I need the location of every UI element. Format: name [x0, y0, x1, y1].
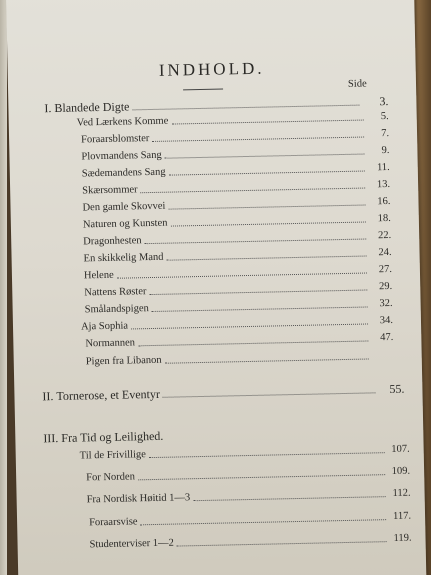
- toc-entry: [84, 264, 392, 281]
- section-title: Fra Tid og Leilighed.: [61, 428, 164, 445]
- dot-leader: [145, 239, 367, 245]
- toc-entry: [87, 488, 411, 506]
- dot-leader: [149, 289, 367, 295]
- entry-page: 11.: [376, 162, 390, 174]
- entry-title: Aja Sophia: [80, 320, 129, 333]
- toc-entry: [83, 230, 391, 247]
- toc-entry: [82, 179, 390, 196]
- entry-page: 5.: [380, 111, 389, 123]
- entry-title: Smålandspigen: [84, 303, 149, 316]
- section-number: I.: [44, 101, 52, 116]
- toc-entry: [89, 533, 411, 551]
- toc-section-2: [42, 382, 404, 405]
- entry-title: Den gamle Skovvei: [82, 200, 166, 214]
- entry-page: 9.: [381, 145, 390, 157]
- dot-leader: [117, 273, 367, 279]
- entry-page: 7.: [381, 128, 390, 140]
- entry-page: 112.: [392, 487, 411, 500]
- entry-title: En skikkelig Mand: [83, 251, 164, 265]
- section-number: III.: [43, 431, 59, 446]
- entry-page: 117.: [392, 510, 412, 523]
- section-number: II.: [42, 389, 54, 404]
- entry-title: Skærsommer: [82, 184, 138, 197]
- toc-entry: [86, 466, 410, 484]
- dot-leader: [167, 256, 367, 261]
- section-page: 3.: [379, 94, 389, 109]
- entry-title: Normannen: [85, 337, 136, 350]
- entry-title: Foraarsblomster: [80, 133, 150, 146]
- entry-title: Foraarsvise: [89, 516, 138, 529]
- entry-page: 109.: [391, 465, 411, 478]
- entry-page: 29.: [379, 280, 393, 293]
- dot-leader: [149, 452, 385, 458]
- entry-page: 18.: [377, 212, 391, 225]
- entry-page: 13.: [376, 178, 391, 191]
- entry-title: For Norden: [86, 471, 136, 484]
- entry-title: Fra Nordisk Høitid 1—3: [86, 492, 191, 506]
- dot-leader: [132, 105, 359, 111]
- toc-entry: [80, 444, 410, 462]
- toc-entry: [81, 145, 389, 162]
- dot-leader: [141, 519, 387, 525]
- entry-title: Naturen og Kunsten: [82, 217, 168, 231]
- dot-leader: [165, 154, 365, 159]
- section-page: 55.: [389, 381, 405, 397]
- dot-leader: [177, 541, 387, 546]
- entry-title: Pigen fra Libanon: [85, 354, 162, 368]
- dot-leader: [138, 474, 385, 480]
- entry-page: 27.: [378, 263, 393, 276]
- dot-leader: [138, 340, 368, 346]
- page-edge: [0, 0, 7, 575]
- entry-title: Dragonhesten: [83, 235, 142, 248]
- entry-title: Til de Frivillige: [79, 449, 146, 462]
- dot-leader: [171, 120, 363, 125]
- toc-section-3: [43, 427, 243, 446]
- toc-entry: [81, 128, 389, 145]
- toc-entry: [83, 213, 391, 230]
- entry-title: Ved Lærkens Komme: [76, 115, 169, 129]
- toc-entry: [85, 332, 393, 349]
- toc-entry: [84, 281, 392, 298]
- entry-page: 107.: [391, 443, 410, 456]
- dot-leader: [163, 392, 376, 397]
- entry-title: Sædemandens Sang: [81, 166, 166, 180]
- book-page: [6, 0, 426, 575]
- entry-page: 24.: [378, 246, 392, 259]
- dot-leader: [171, 222, 366, 227]
- entry-page: 119.: [393, 532, 412, 545]
- toc-entry: [86, 350, 394, 367]
- entry-page: 16.: [377, 195, 391, 208]
- toc-entry: [82, 196, 390, 213]
- entry-page: 47.: [380, 331, 394, 344]
- section-title: Tornerose, et Eventyr: [56, 386, 161, 404]
- toc-entry: [85, 298, 393, 315]
- entry-page: 34.: [379, 314, 394, 327]
- page-title: INDHOLD.: [158, 58, 265, 80]
- toc-entry: [82, 162, 390, 179]
- title-rule: [183, 88, 223, 90]
- entry-title: Nattens Røster: [84, 286, 147, 299]
- entry-page: 22.: [377, 229, 392, 242]
- entry-title: Studenterviser 1—2: [89, 537, 174, 551]
- section-title: Blandede Digte: [54, 99, 130, 116]
- entry-title: Plovmandens Sang: [81, 149, 162, 163]
- toc-entry: [81, 315, 393, 333]
- dot-leader: [152, 306, 368, 312]
- dot-leader: [169, 171, 365, 176]
- dot-leader: [193, 496, 385, 501]
- dot-leader: [141, 188, 366, 194]
- entry-title: Helene: [83, 269, 114, 282]
- dot-leader: [152, 137, 364, 142]
- dot-leader: [165, 358, 369, 363]
- toc-entry: [89, 511, 411, 529]
- dot-leader: [131, 323, 368, 329]
- dot-leader: [168, 205, 365, 210]
- page-column-header: Side: [347, 78, 367, 90]
- toc-entry: [83, 247, 391, 264]
- entry-page: 32.: [379, 297, 393, 310]
